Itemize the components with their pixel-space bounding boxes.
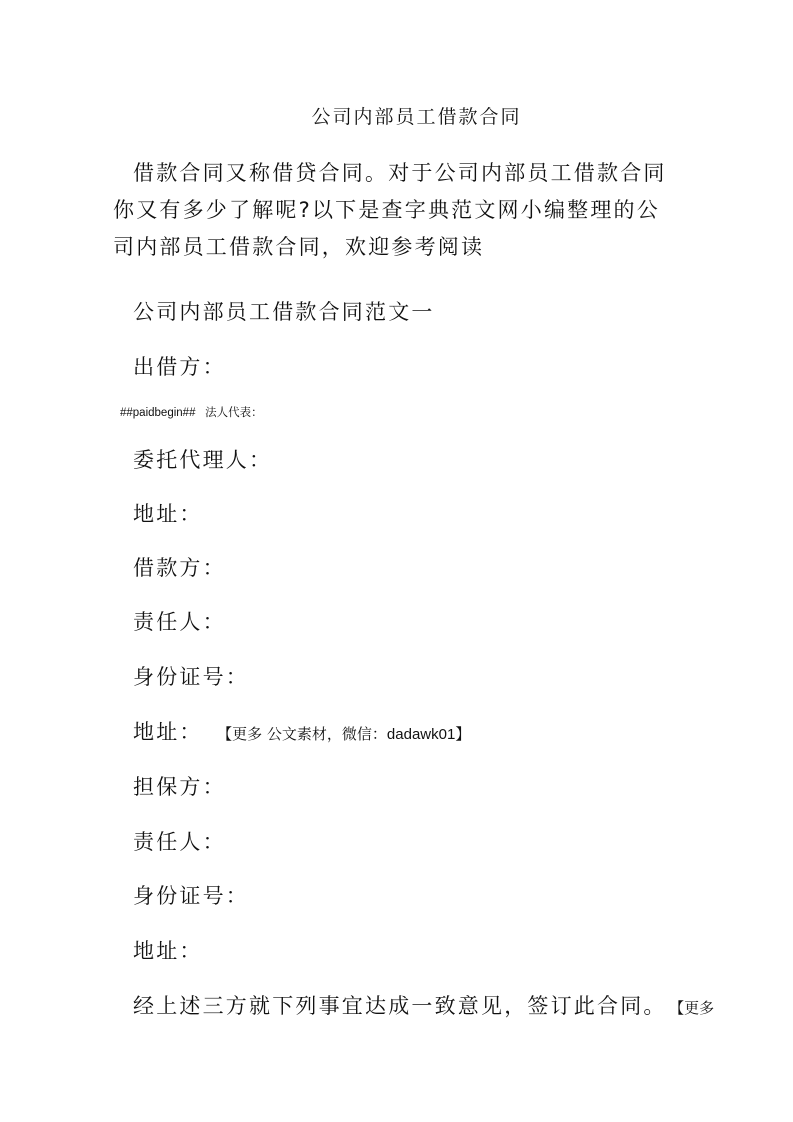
agreement-text: 经上述三方就下列事宜达成一致意见，签订此合同。: [133, 994, 667, 1018]
id-label-2: 身份证号：: [133, 884, 249, 908]
address-label-3: 地址：: [133, 939, 203, 963]
lender-label: 出借方：: [133, 355, 226, 379]
promo-id: dadawk01: [386, 726, 456, 743]
promo-note: [225, 725, 471, 743]
id-label-1: 身份证号：: [133, 665, 249, 689]
tail-note: 【更多: [676, 999, 715, 1017]
promo-text: 公文素材，微信：: [266, 725, 387, 743]
borrower-label: 借款方：: [133, 556, 226, 580]
document-title: 公司内部员工借款合同: [311, 106, 522, 128]
promo-open: 【更多: [224, 725, 263, 743]
responsible-label-1: 责任人：: [133, 610, 226, 634]
legal-rep-row: [120, 404, 263, 421]
address-label-2: 地址：: [133, 720, 203, 744]
address-label-1: 地址：: [133, 502, 203, 526]
section-heading: 公司内部员工借款合同范文一: [133, 300, 435, 324]
agreement-row: [133, 990, 714, 1024]
intro-paragraph: 借款合同又称借贷合同。对于公司内部员工借款合同你又有多少了解呢?以下是查字典范文网小编整理的公司内部员工借款合同，欢迎参考阅读: [113, 161, 667, 259]
address-row-2: [133, 716, 470, 751]
guarantor-label: 担保方：: [133, 775, 226, 799]
responsible-label-2: 责任人：: [133, 830, 226, 854]
agent-label: 委托代理人：: [133, 448, 273, 472]
promo-close: 】: [455, 725, 471, 743]
paid-marker: ##paidbegin##: [120, 407, 196, 419]
legal-rep-label: 法人代表：: [205, 405, 263, 419]
